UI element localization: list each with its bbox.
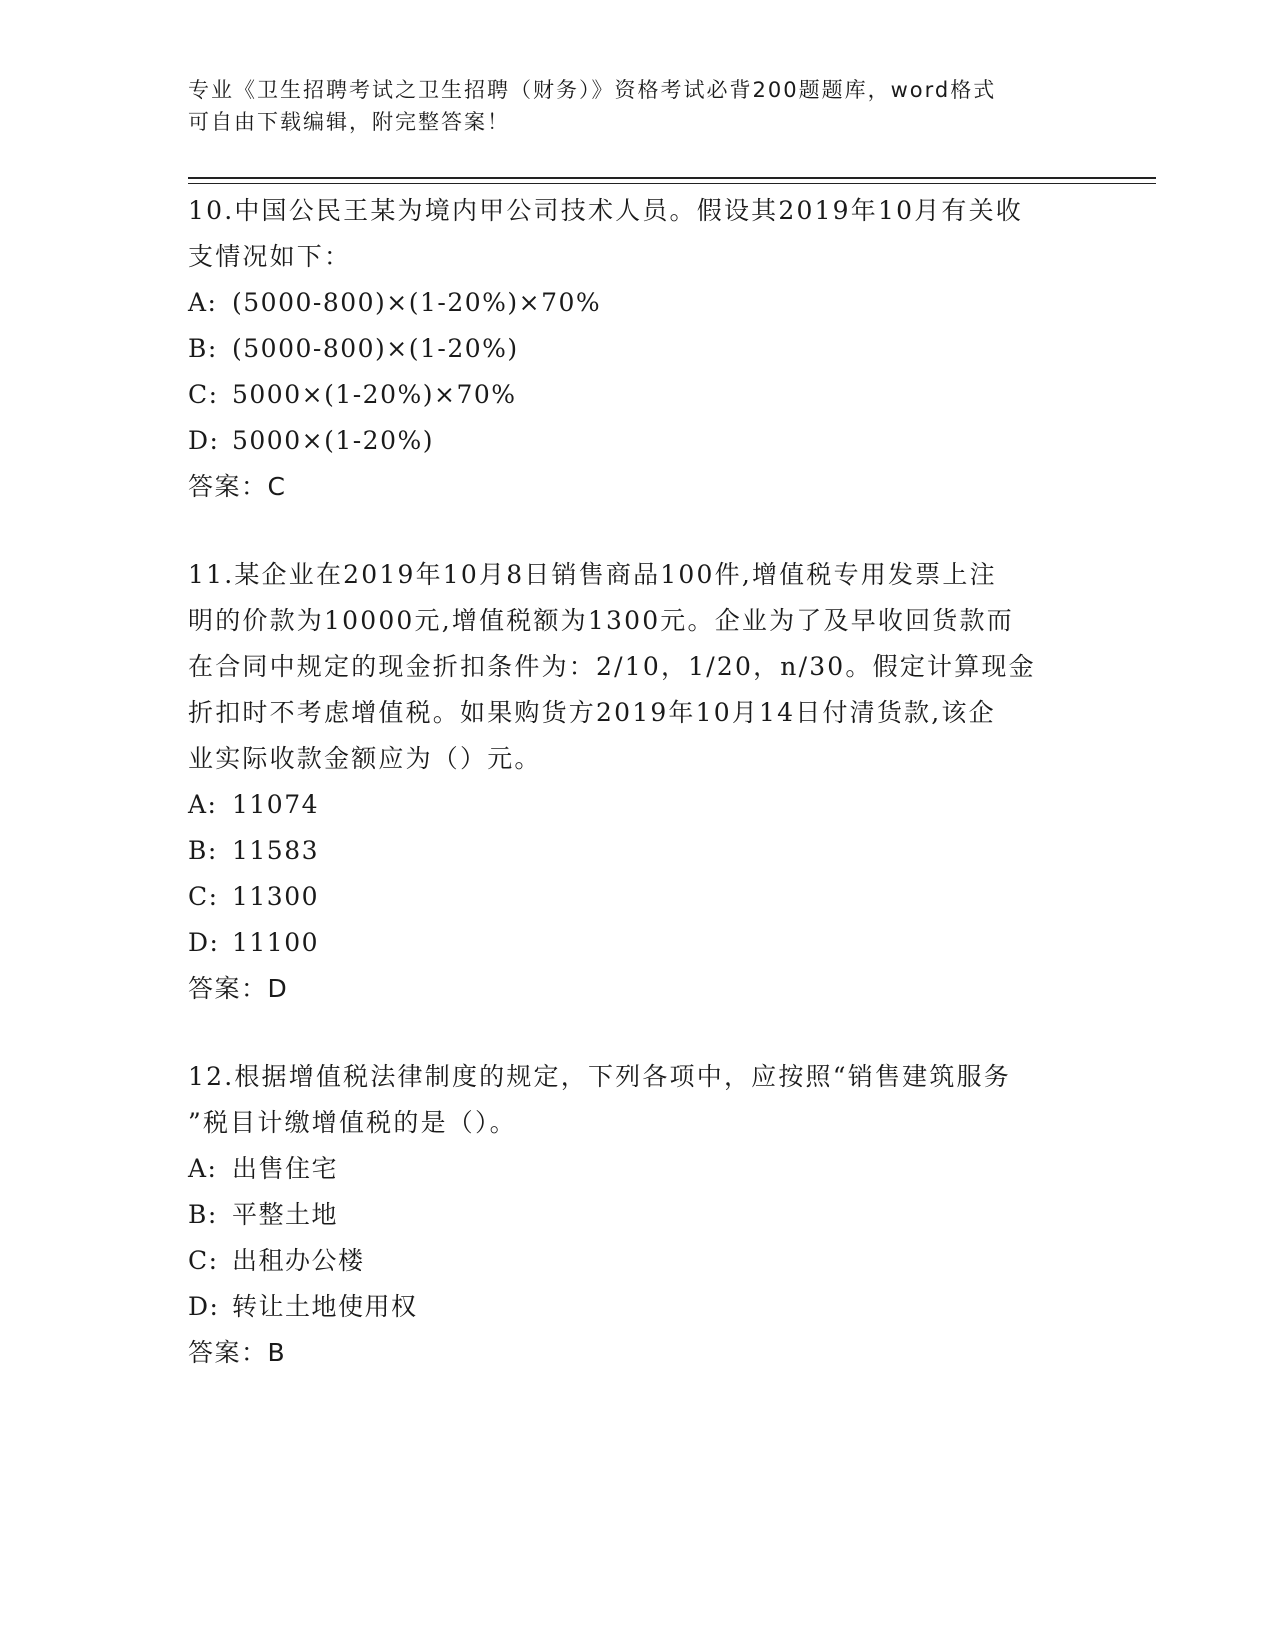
question-stem <box>188 552 1088 782</box>
header-divider-thin <box>188 183 1156 184</box>
option-text: 出租办公楼 <box>232 1246 365 1275</box>
document-header <box>188 74 1068 138</box>
option-text: (5000-800)×(1-20%)×70% <box>232 288 602 317</box>
option-key: D: <box>188 426 220 455</box>
option-key: C: <box>188 380 219 409</box>
option-key: A: <box>188 288 218 317</box>
stem-line: 明的价款为10000元,增值税额为1300元。企业为了及早收回货款而 <box>188 606 1014 635</box>
stem-line: 10.中国公民王某为境内甲公司技术人员。假设其2019年10月有关收 <box>188 196 1023 225</box>
stem-line: 支情况如下： <box>188 242 352 271</box>
question-11 <box>188 552 1088 1012</box>
option-text: 出售住宅 <box>232 1154 339 1183</box>
stem-line: 12.根据增值税法律制度的规定，下列各项中，应按照“销售建筑服务 <box>188 1062 1011 1091</box>
header-line-1: 专业《卫生招聘考试之卫生招聘（财务）》资格考试必背200题题库，word格式 <box>188 78 997 102</box>
question-list <box>188 188 1088 1418</box>
option-d <box>188 1284 1088 1330</box>
option-key: B: <box>188 836 218 865</box>
stem-line: 折扣时不考虑增值税。如果购货方2019年10月14日付清货款,该企 <box>188 698 996 727</box>
option-key: A: <box>188 1154 218 1183</box>
option-c <box>188 372 1088 418</box>
option-b <box>188 326 1088 372</box>
option-key: A: <box>188 790 218 819</box>
option-key: C: <box>188 882 219 911</box>
option-d <box>188 418 1088 464</box>
question-10 <box>188 188 1088 510</box>
option-key: D: <box>188 1292 220 1321</box>
question-stem <box>188 1054 1088 1146</box>
option-text: 11583 <box>232 836 320 865</box>
option-c <box>188 874 1088 920</box>
option-a <box>188 782 1088 828</box>
option-text: 11100 <box>232 928 320 957</box>
option-text: (5000-800)×(1-20%) <box>232 334 519 363</box>
option-text: 5000×(1-20%)×70% <box>232 380 517 409</box>
option-a <box>188 280 1088 326</box>
option-b <box>188 828 1088 874</box>
option-c <box>188 1238 1088 1284</box>
option-b <box>188 1192 1088 1238</box>
stem-line: 在合同中规定的现金折扣条件为：2/10，1/20，n/30。假定计算现金 <box>188 652 1036 681</box>
option-a <box>188 1146 1088 1192</box>
option-text: 11300 <box>232 882 320 911</box>
stem-line: ”税目计缴增值税的是（）。 <box>188 1108 517 1137</box>
answer-line: 答案：B <box>188 1338 287 1367</box>
question-12 <box>188 1054 1088 1376</box>
answer-line: 答案：D <box>188 974 289 1003</box>
question-stem <box>188 188 1088 280</box>
option-text: 11074 <box>232 790 320 819</box>
option-key: D: <box>188 928 220 957</box>
stem-line: 11.某企业在2019年10月8日销售商品100件,增值税专用发票上注 <box>188 560 997 589</box>
answer-line: 答案：C <box>188 472 287 501</box>
option-key: C: <box>188 1246 219 1275</box>
header-divider-thick <box>188 177 1156 179</box>
option-text: 转让土地使用权 <box>232 1292 418 1321</box>
option-text: 平整土地 <box>232 1200 339 1229</box>
stem-line: 业实际收款金额应为（）元。 <box>188 744 542 773</box>
option-d <box>188 920 1088 966</box>
option-key: B: <box>188 1200 218 1229</box>
option-key: B: <box>188 334 218 363</box>
option-text: 5000×(1-20%) <box>232 426 434 455</box>
header-line-2: 可自由下载编辑，附完整答案！ <box>188 110 510 134</box>
